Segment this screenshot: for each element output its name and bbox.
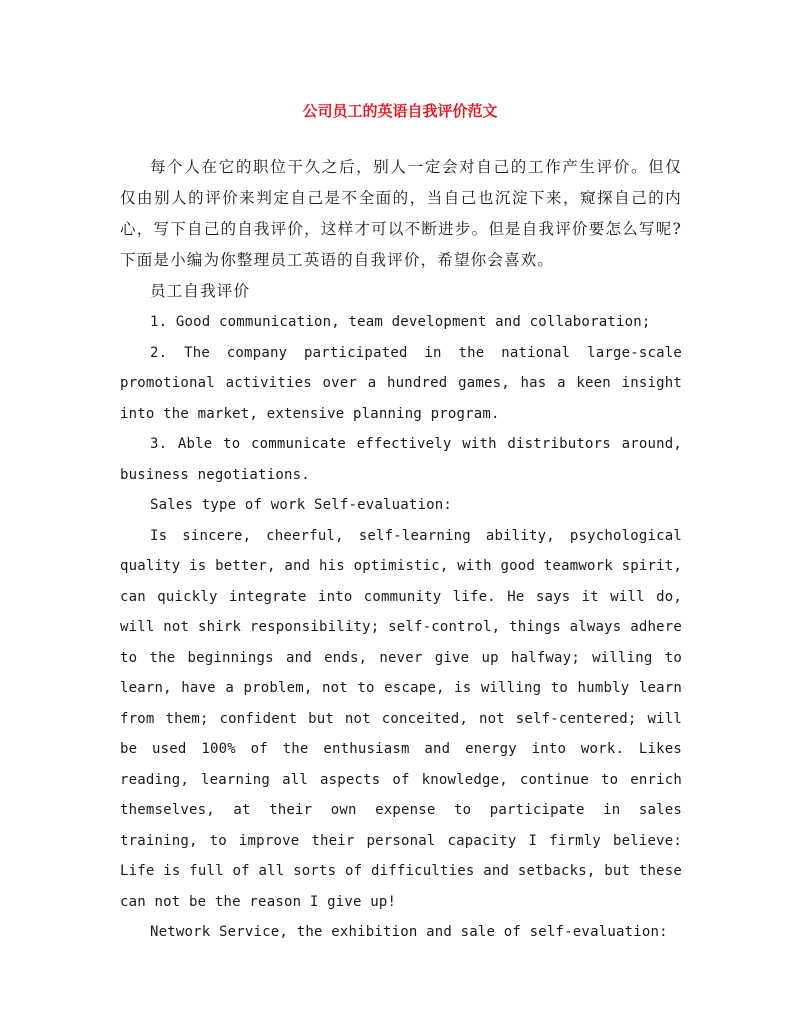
document-body [120,152,682,948]
list-item-3: 3. Able to communicate effectively with distributors around, business negotiations. [120,436,682,483]
intro-paragraph: 每个人在它的职位干久之后，别人一定会对自己的工作产生评价。但仅仅由别人的评价来判定自己是不全面的，当自己也沉淀下来，窥探自己的内心，写下自己的自我评价，这样才可以不断进步。但是自我评价要怎么写呢?下面是小编为你整理员工英语的自我评价，希望你会喜欢。 [120,158,682,269]
section-heading-employee-self-evaluation: 员工自我评价 [150,282,251,300]
list-item-2: 2. The company participated in the national large-scale promotional activities over a hundred games, has a keen insight into the market, extensive planning program. [120,344,682,422]
sales-evaluation-paragraph: Is sincere, cheerful, self-learning ability, psychological quality is better, and his optimistic, with good teamwork spirit, can quickly integrate into community life. He says it will do, will not shirk responsibility; self-control, things always adhere to the beginnings and ends, never give up halfway; willing to learn, have a problem, not to escape, is willing to humbly learn from them; confident but not conceited, not self-centered; will be used 100% of the enthusiasm and energy into work. Likes reading, learning all aspects of knowledge, continue to enrich themselves, at their own expense to participate in sales training, to improve their personal capacity I firmly believe: Life is full of all sorts of difficulties and setbacks, but these can not be the reason I give up! [120,527,682,910]
list-item-1: 1. Good communication, team development and collaboration; [150,314,651,330]
section-heading-sales: Sales type of work Self-evaluation: [150,497,453,513]
section-heading-network-service: Network Service, the exhibition and sale of self-evaluation: [150,924,668,940]
document-title: 公司员工的英语自我评价范文 [302,102,498,120]
